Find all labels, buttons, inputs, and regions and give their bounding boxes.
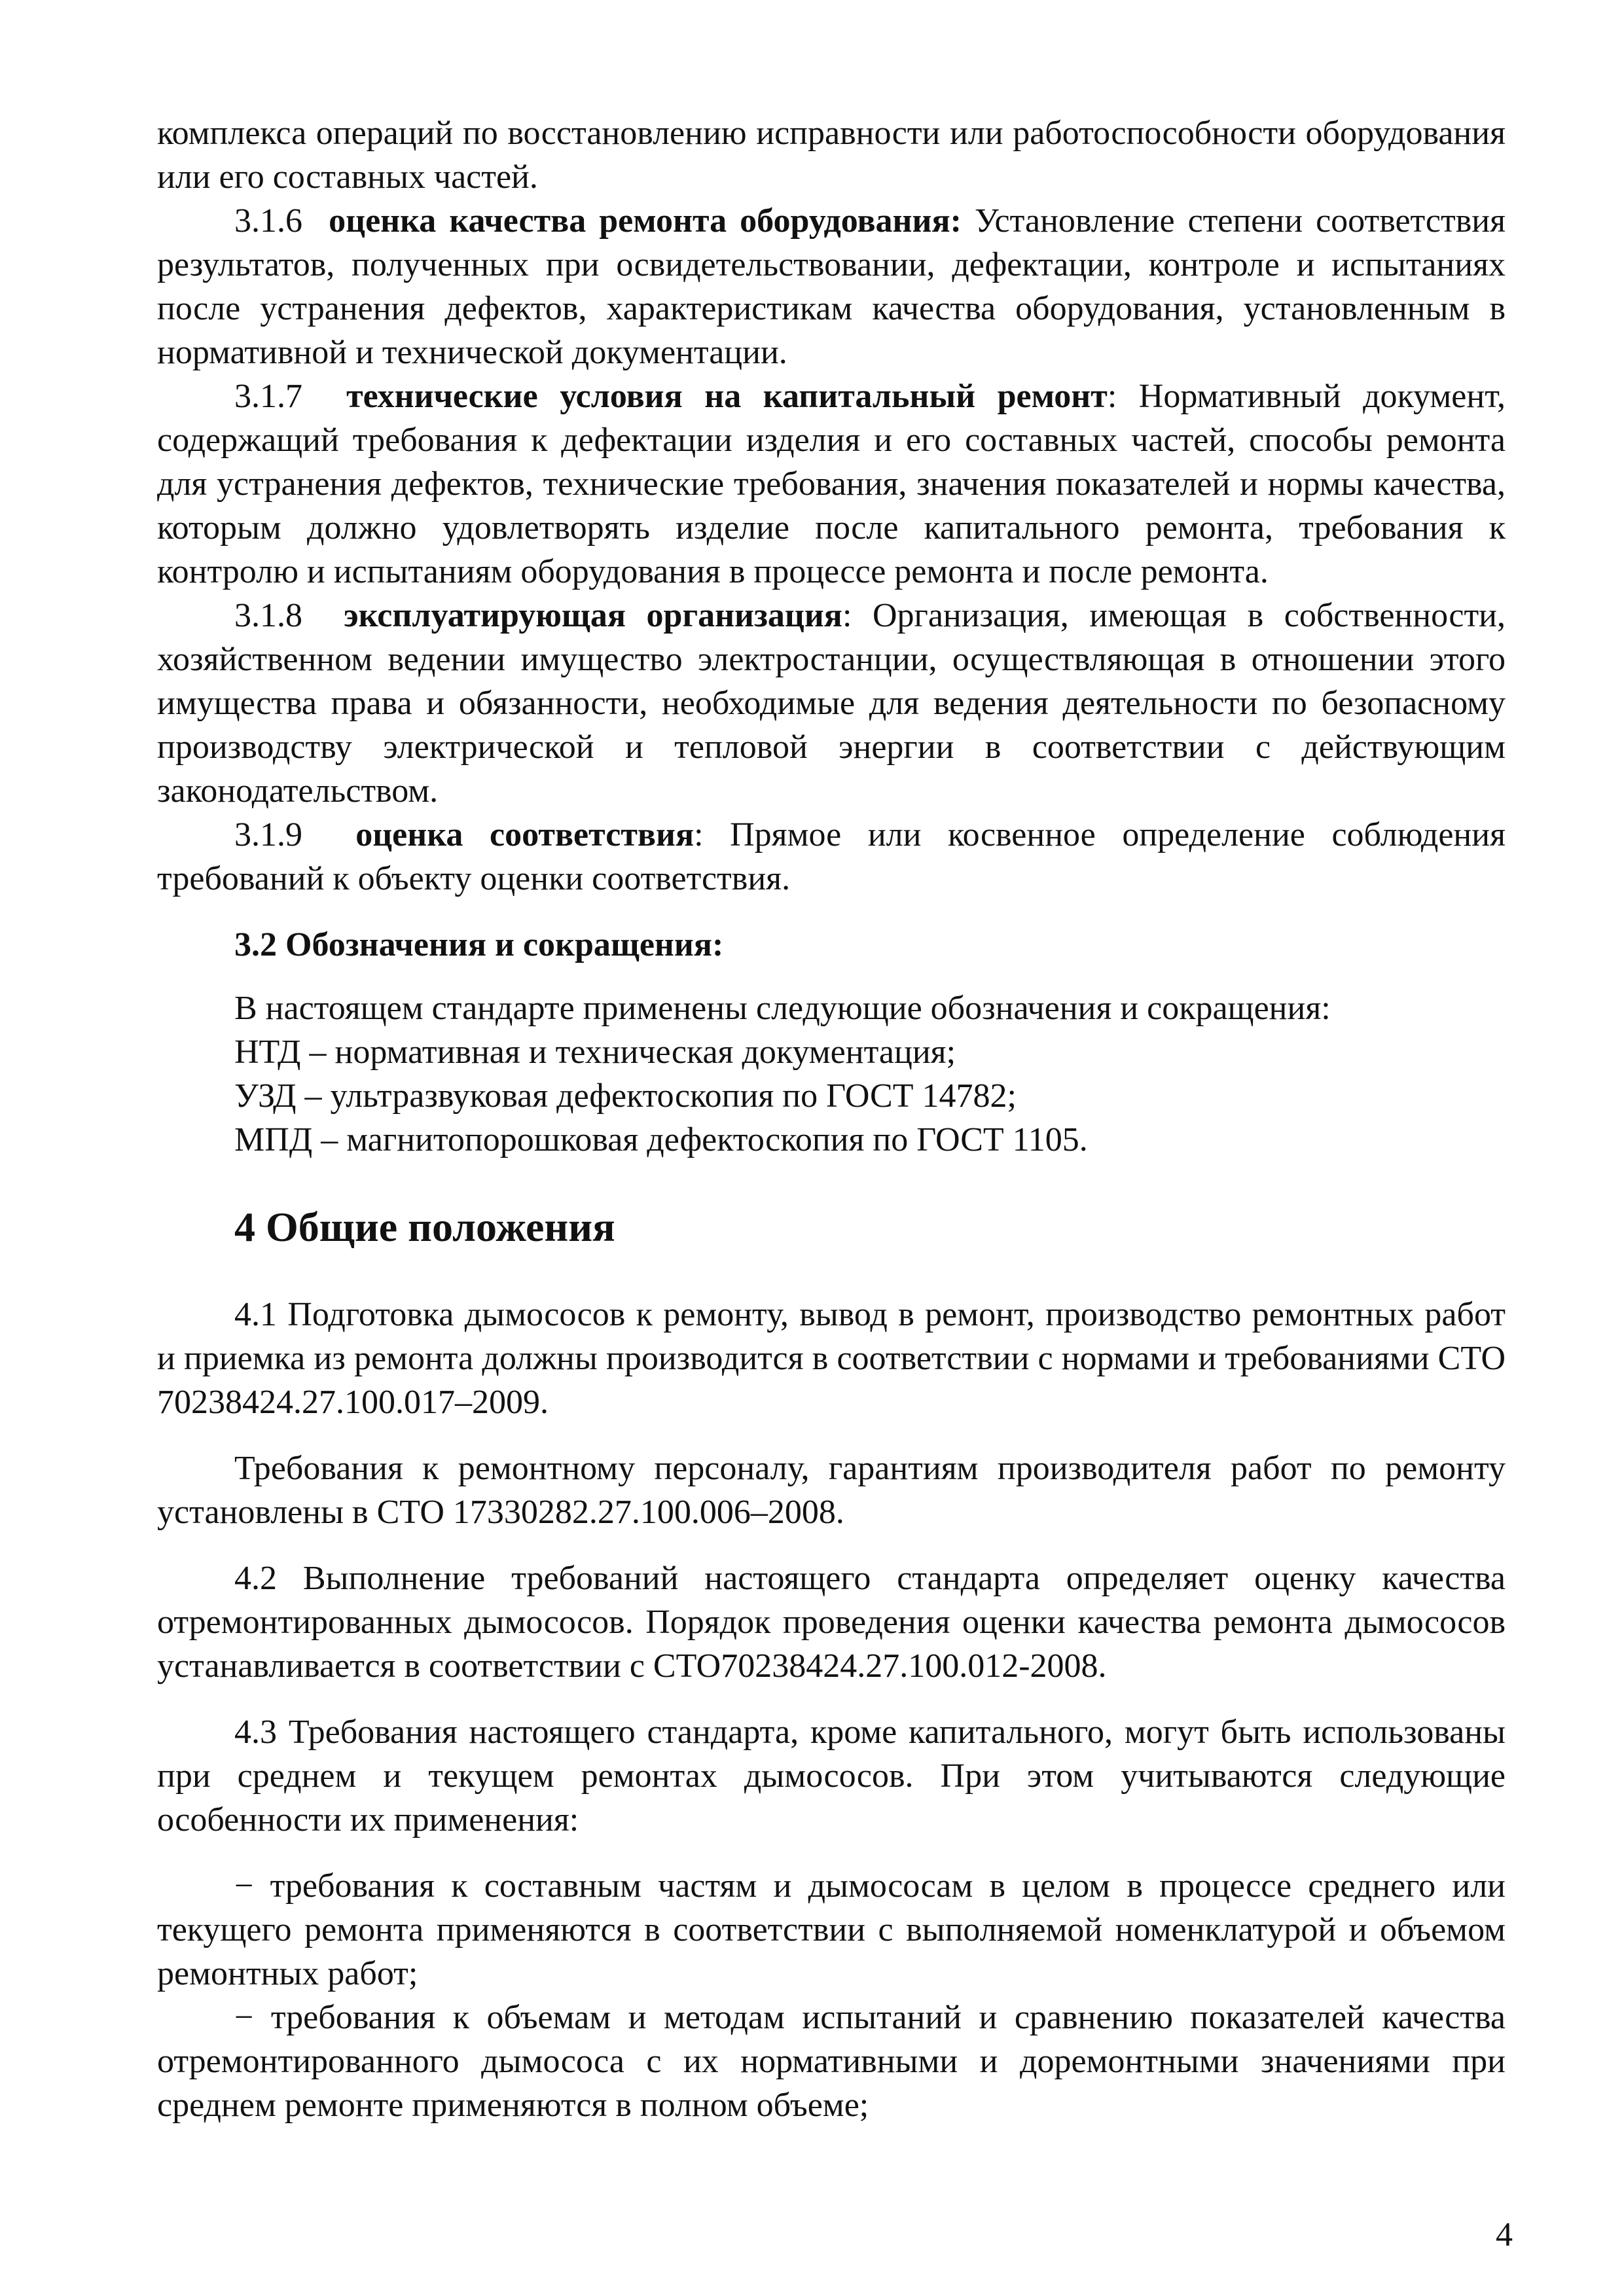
dash-list-item: − требования к объемам и методам испытаний и сравнению показателей качества отремонтированного дымососа с их нормативными и доремонтными значениями при среднем ремонте применяются в полном объеме; xyxy=(157,1999,1506,2124)
definition-text: : Организация, имеющая в собственности, хозяйственном ведении имущество электростанции, осуществляющая в отношении этого имущества права и обязанности, необходимые для ведения деятельности по безопасному производству электрической и тепловой энергии в соответствии с действующим законодательством. xyxy=(157,597,1506,810)
definition-text: : Нормативный документ, содержащий требования к дефектации изделия и его составных частей, способы ремонта для устранения дефектов, технические требования, значения показателей и нормы качества, которым должно удовлетворять изделие после капитального ремонта, требования к контролю и испытаниям оборудования в процессе ремонта и после ремонта. xyxy=(157,378,1506,590)
dash-list-item: − требования к составным частям и дымососам в целом в процессе среднего или текущего ремонта применяются в соответствии с выполняемой номенклатурой и объемом ремонтных работ; xyxy=(157,1867,1506,1992)
page-number: 4 xyxy=(1496,2216,1513,2253)
abbreviation-item: МПД – магнитопорошковая дефектоскопия по ГОСТ 1105. xyxy=(234,1121,1088,1158)
defined-term: оценка качества ремонта оборудования: xyxy=(329,202,962,240)
document-page xyxy=(157,111,1506,2127)
defined-term: эксплуатирующая организация xyxy=(344,597,842,634)
definition-3-1-8 xyxy=(157,594,1506,813)
clause-number: 3.1.8 xyxy=(234,597,302,634)
definition-3-1-6 xyxy=(157,199,1506,374)
paragraph-4-3: 4.3 Требования настоящего стандарта, кроме капитального, могут быть использованы при среднем и текущем ремонтах дымососов. При этом учитываются следующие особенности их применения: xyxy=(157,1713,1506,1839)
definition-3-1-9 xyxy=(157,813,1506,901)
definition-text: Установление степени соответствия результатов, полученных при освидетельствовании, дефектации, контроле и испытаниях после устранения дефектов, характеристикам качества оборудования, установленным в нормативной и технической документации. xyxy=(157,202,1506,371)
abbreviation-item: НТД – нормативная и техническая документация; xyxy=(234,1033,956,1071)
section-heading-3-2: 3.2 Обозначения и сокращения: xyxy=(234,926,724,963)
abbreviation-item: УЗД – ультразвуковая дефектоскопия по ГОСТ 14782; xyxy=(234,1077,1017,1115)
defined-term: технические условия на капитальный ремонт xyxy=(346,378,1108,415)
section-heading-4: 4 Общие положения xyxy=(234,1204,615,1250)
paragraph-personnel: Требования к ремонтному персоналу, гарантиям производителя работ по ремонту установлены в СТО 17330282.27.100.006–2008. xyxy=(157,1450,1506,1531)
clause-number: 3.1.7 xyxy=(234,378,302,415)
definition-3-1-7 xyxy=(157,374,1506,594)
clause-number: 3.1.6 xyxy=(234,202,302,240)
paragraph-continuation: комплекса операций по восстановлению исправности или работоспособности оборудования или его составных частей. xyxy=(157,115,1506,196)
paragraph-4-2: 4.2 Выполнение требований настоящего стандарта определяет оценку качества отремонтированных дымососов. Порядок проведения оценки качества ремонта дымососов устанавливается в соответствии с СТО70238424.27.100.012-2008. xyxy=(157,1560,1506,1685)
definition-text: : Прямое или косвенное определение соблюдения требований к объекту оценки соответствия. xyxy=(157,816,1506,897)
defined-term: оценка соответствия xyxy=(355,816,695,853)
abbreviations-intro: В настоящем стандарте применены следующие обозначения и сокращения: xyxy=(234,990,1331,1027)
paragraph-4-1: 4.1 Подготовка дымососов к ремонту, вывод в ремонт, производство ремонтных работ и приемка из ремонта должны производится в соответствии с нормами и требованиями СТО 70238424.27.100.017–2009. xyxy=(157,1296,1506,1421)
clause-number: 3.1.9 xyxy=(234,816,302,853)
